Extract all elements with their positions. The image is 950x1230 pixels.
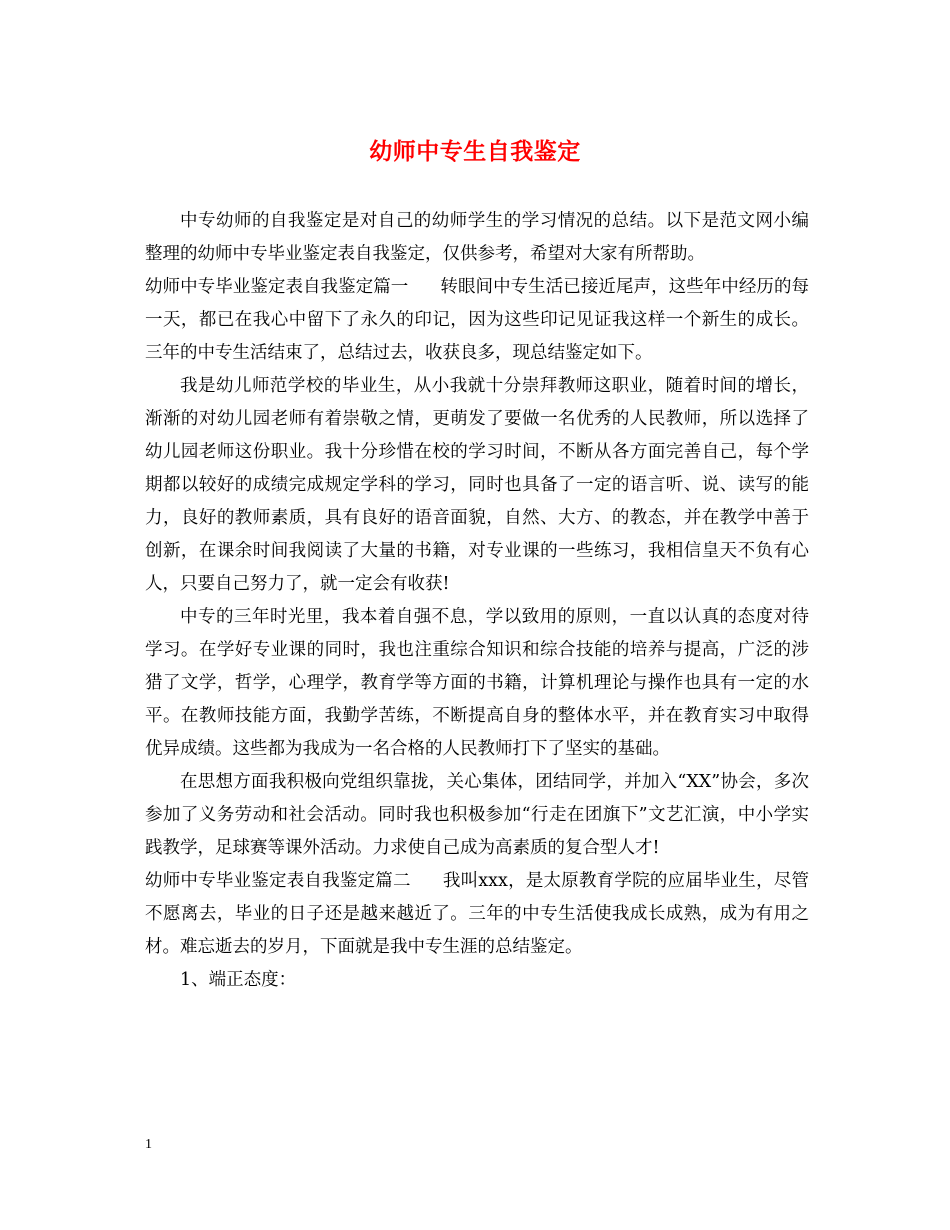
document-body [145, 205, 809, 997]
document-title: 幼师中专生自我鉴定 [369, 138, 581, 165]
intro-paragraph: 中专幼师的自我鉴定是对自己的幼师学生的学习情况的总结。以下是范文网小编整理的幼师中专毕业鉴定表自我鉴定，仅供参考，希望对大家有所帮助。 [145, 211, 809, 264]
section1-heading: 幼师中专毕业鉴定表自我鉴定篇一 [145, 277, 409, 297]
page-number: 1 [145, 1137, 152, 1152]
paragraph-2: 我是幼儿师范学校的毕业生，从小我就十分崇拜教师这职业，随着时间的增长，渐渐的对幼儿园老师有着崇敬之情，更萌发了要做一名优秀的人民教师，所以选择了幼儿园老师这份职业。我十分珍惜在校的学习时间，不断从各方面完善自己，每个学期都以较好的成绩完成规定学科的学习，同时也具备了一定的语言听、说、读写的能力，良好的教师素质，具有良好的语音面貌，自然、大方、的教态，并在教学中善于创新，在课余时间我阅读了大量的书籍，对专业课的一些练习，我相信皇天不负有心人，只要自己努力了，就一定会有收获! [145, 376, 809, 594]
section1-paragraph [145, 271, 809, 370]
section2-text: 我叫xxx，是太原教育学院的应届毕业生，尽管不愿离去，毕业的日子还是越来越近了。三年的中专生活使我成长成熟，成为有用之材。难忘逝去的岁月，下面就是我中专生涯的总结鉴定。 [145, 871, 810, 957]
paragraph-4: 在思想方面我积极向党组织靠拢，关心集体，团结同学，并加入“XX”协会，多次参加了义务劳动和社会活动。同时我也积极参加“行走在团旗下”文艺汇演，中小学实践教学，足球赛等课外活动。力求使自己成为高素质的复合型人才! [145, 772, 809, 858]
list-item-1: 1、端正态度： [180, 970, 297, 990]
section1-text: 转眼间中专生活已接近尾声，这些年中经历的每一天，都已在我心中留下了永久的印记，因为这些印记见证我这样一个新生的成长。三年的中专生活结束了，总结过去，收获良多，现总结鉴定如下。 [145, 277, 810, 363]
section2-heading: 幼师中专毕业鉴定表自我鉴定篇二 [145, 871, 411, 891]
section2-paragraph [145, 865, 809, 964]
paragraph-3: 中专的三年时光里，我本着自强不息，学以致用的原则，一直以认真的态度对待学习。在学好专业课的同时，我也注重综合知识和综合技能的培养与提高，广泛的涉猎了文学，哲学，心理学，教育学等方面的书籍，计算机理论与操作也具有一定的水平。在教师技能方面，我勤学苦练，不断提高自身的整体水平，并在教育实习中取得优异成绩。这些都为我成为一名合格的人民教师打下了坚实的基础。 [145, 607, 809, 759]
